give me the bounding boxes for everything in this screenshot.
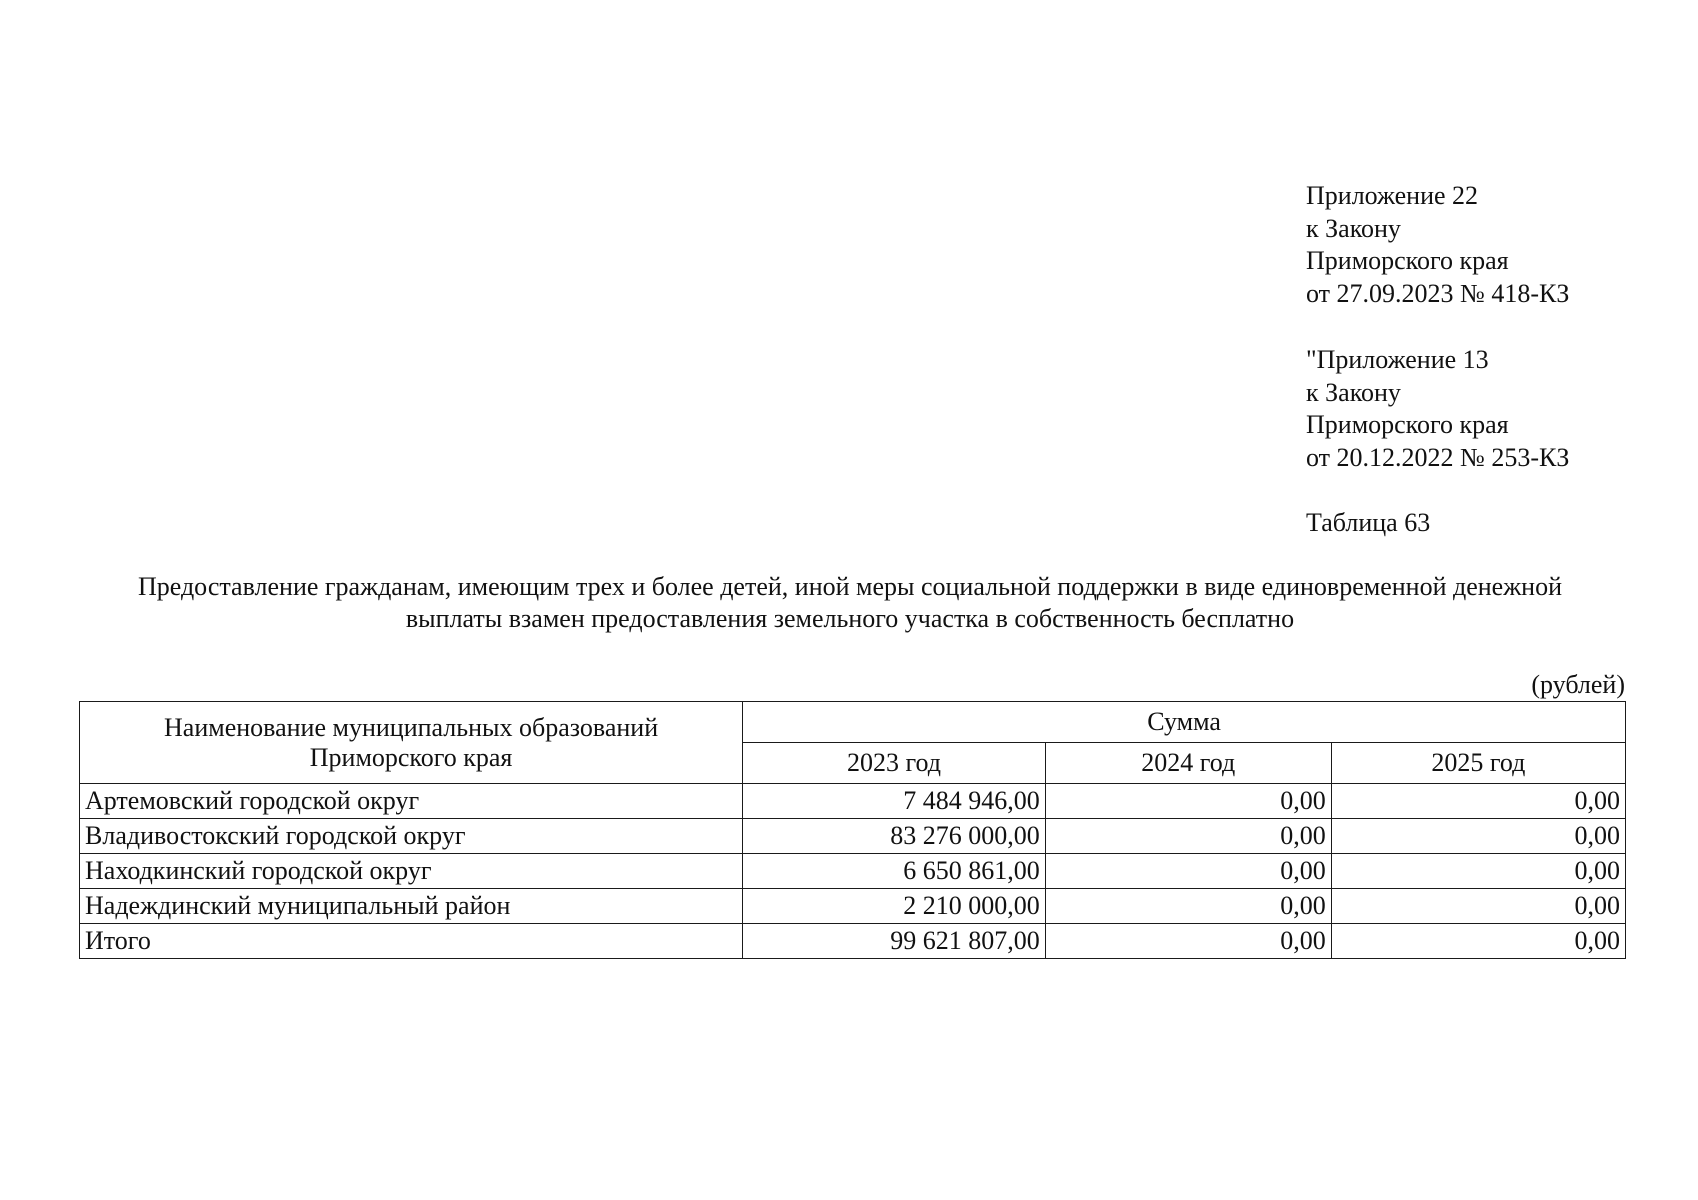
amount-2025: 0,00 — [1331, 854, 1625, 889]
amount-2023: 2 210 000,00 — [743, 889, 1046, 924]
total-2023: 99 621 807,00 — [743, 924, 1046, 959]
appendix-22-date-number: от 27.09.2023 № 418-КЗ — [1306, 278, 1570, 308]
header-name-line-2: Приморского края — [309, 742, 513, 772]
appendix-22-region: Приморского края — [1306, 246, 1509, 275]
total-2024: 0,00 — [1045, 924, 1331, 959]
amount-2025: 0,00 — [1331, 819, 1625, 854]
table-row — [80, 854, 1626, 889]
municipality-name: Надеждинский муниципальный район — [80, 889, 743, 924]
appendix-13-date-number: от 20.12.2022 № 253-КЗ — [1306, 442, 1570, 472]
appendix-13-law-label: к Закону — [1306, 377, 1401, 407]
budget-table — [79, 701, 1626, 959]
amount-2025: 0,00 — [1331, 784, 1625, 819]
amount-2023: 7 484 946,00 — [743, 784, 1046, 819]
table-row — [80, 819, 1626, 854]
total-label: Итого — [80, 924, 743, 959]
document-title — [70, 571, 1630, 635]
header-sum: Сумма — [743, 702, 1626, 743]
header-year-2025: 2025 год — [1331, 743, 1625, 784]
amount-2025: 0,00 — [1331, 889, 1625, 924]
amount-2023: 6 650 861,00 — [743, 854, 1046, 889]
amount-2024: 0,00 — [1045, 889, 1331, 924]
appendix-22-title: Приложение 22 — [1306, 181, 1479, 210]
header-year-2024: 2024 год — [1045, 743, 1331, 784]
appendix-13-reference — [1306, 344, 1569, 474]
document-title-line-2: выплаты взамен предоставления земельного участка в собственность бесплатно — [405, 604, 1295, 633]
appendix-13-title: "Приложение 13 — [1306, 345, 1489, 374]
table-total-row — [80, 924, 1626, 959]
municipality-name: Находкинский городской округ — [80, 854, 743, 889]
table-row — [80, 889, 1626, 924]
appendix-22-law-label: к Закону — [1306, 213, 1401, 243]
amount-2024: 0,00 — [1045, 784, 1331, 819]
municipality-name: Владивостокский городской округ — [80, 819, 743, 854]
table-header-row — [80, 702, 1626, 743]
header-municipality-name — [80, 702, 743, 784]
appendix-22-reference — [1306, 180, 1569, 310]
table-row — [80, 784, 1626, 819]
header-year-2023: 2023 год — [743, 743, 1046, 784]
appendix-13-region: Приморского края — [1306, 410, 1509, 439]
table-number: Таблица 63 — [1306, 508, 1431, 537]
document-title-line-1: Предоставление гражданам, имеющим трех и более детей, иной меры социальной поддержки в виде единовременной денежной — [137, 572, 1563, 601]
amount-2024: 0,00 — [1045, 819, 1331, 854]
units-label: (рублей) — [1531, 670, 1625, 699]
amount-2024: 0,00 — [1045, 854, 1331, 889]
header-name-line-1: Наименование муниципальных образований — [164, 712, 659, 742]
amount-2023: 83 276 000,00 — [743, 819, 1046, 854]
total-2025: 0,00 — [1331, 924, 1625, 959]
municipality-name: Артемовский городской округ — [80, 784, 743, 819]
